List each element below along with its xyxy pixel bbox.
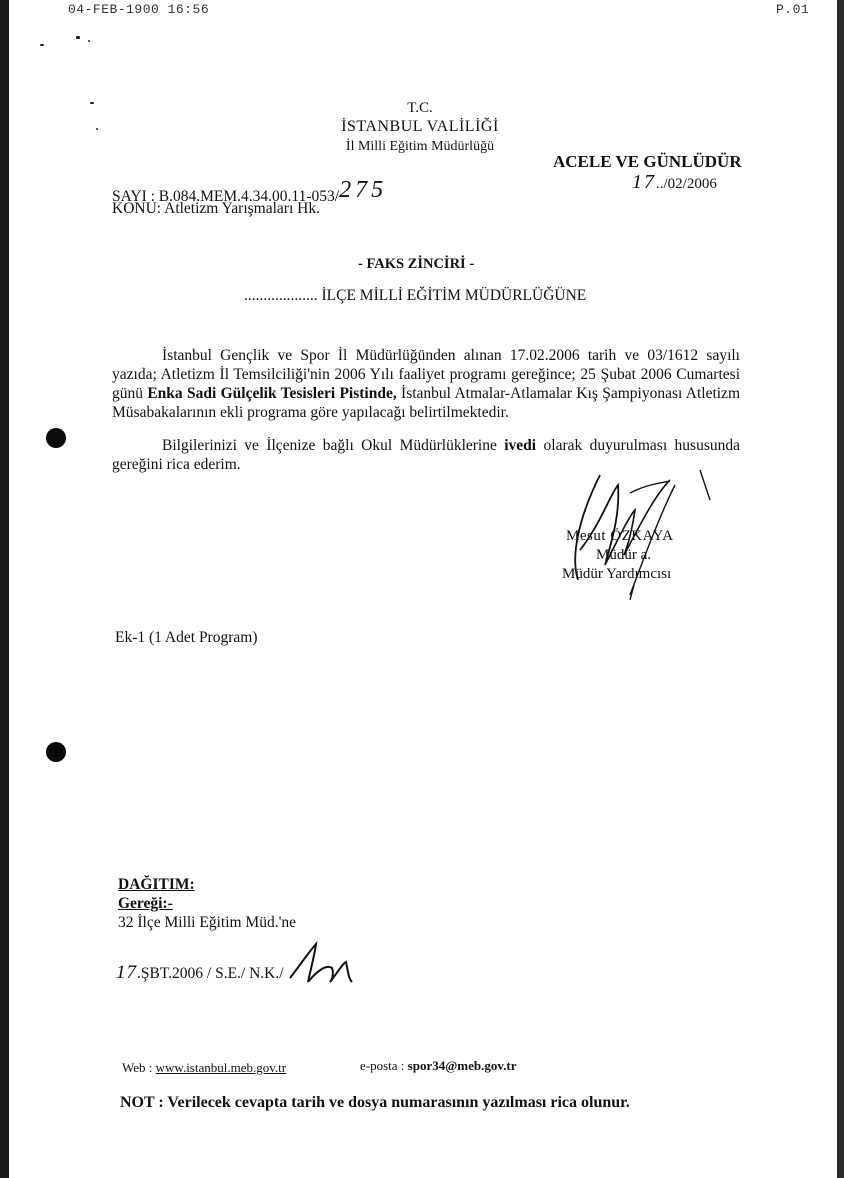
body-paragraph-2 xyxy=(112,436,740,474)
scan-speck xyxy=(88,40,90,42)
reply-note: NOT : Verilecek cevapta tarih ve dosya numarasının yazılması rica olunur. xyxy=(120,1094,630,1111)
body-paragraph-1-venue: Enka Sadi Gülçelik Tesisleri Pistinde, xyxy=(147,385,397,402)
web-link[interactable]: www.istanbul.meb.gov.tr xyxy=(155,1060,287,1075)
fax-datetime: 04-FEB-1900 16:56 xyxy=(68,2,210,17)
letterhead-directorate: İl Milli Eğitim Müdürlüğü xyxy=(345,139,495,154)
urgency-date-handwritten: 17 xyxy=(632,171,656,193)
document-code xyxy=(116,962,284,984)
web-label: Web : xyxy=(122,1060,153,1075)
attachment-note: Ek-1 (1 Adet Program) xyxy=(115,629,258,646)
body-paragraph-2-urgent: ivedi xyxy=(504,437,537,454)
konu-line xyxy=(112,200,320,218)
web-line xyxy=(122,1060,286,1076)
letterhead-governorship: İSTANBUL VALİLİĞİ xyxy=(341,118,499,135)
body-paragraph-1-text-end: İstanbul Atmalar-Atlamalar Kış Şampiyonası Atletizm Müsabakalarının ekli programa göre yapılacağı belirtilmektedir. xyxy=(112,385,740,421)
email-label: e-posta : xyxy=(360,1058,405,1073)
scan-edge-right xyxy=(837,0,844,1178)
distribution-subtitle: Gereği:- xyxy=(118,895,173,912)
konu-value: Atletizm Yarışmaları Hk. xyxy=(164,200,320,217)
konu-label: KONU: xyxy=(112,200,162,217)
addressee xyxy=(244,287,586,305)
distribution-title: DAĞITIM: xyxy=(118,876,195,893)
signatory-role-2: Müdür Yardımcısı xyxy=(562,566,672,582)
body-paragraph-1 xyxy=(112,346,740,422)
punch-hole xyxy=(46,428,66,448)
sayi-label: SAYI xyxy=(112,188,147,205)
urgency-date-printed: ../02/2006 xyxy=(656,176,717,192)
email-line xyxy=(360,1058,517,1074)
scan-speck xyxy=(76,36,80,39)
body-paragraph-1-text: İstanbul Gençlik ve Spor İl Müdürlüğünden alınan 17.02.2006 tarih ve 03/1612 sayılı yazıda; Atletizm İl Temsilciliği'nin 2006 Yılı faaliyet programı gereğince; 25 Şubat 2006 Cumartesi günü xyxy=(112,347,740,402)
signatory-name: Mesut ÖZKAYA xyxy=(566,528,674,544)
body-paragraph-2-text-end: olarak duyurulması hususunda gereğini rica ederim. xyxy=(112,437,740,473)
document-code-handwritten: 17 xyxy=(116,962,137,983)
fax-chain-title: - FAKS ZİNCİRİ - xyxy=(358,256,475,272)
urgency-date xyxy=(632,171,717,194)
scan-speck xyxy=(40,44,44,46)
punch-hole xyxy=(46,742,66,762)
sayi-handwritten-number: 275 xyxy=(339,177,388,203)
urgency-label: ACELE VE GÜNLÜDÜR xyxy=(553,152,742,171)
scan-speck xyxy=(96,128,98,130)
addressee-text: İLÇE MİLLİ EĞİTİM MÜDÜRLÜĞÜNE xyxy=(321,287,587,304)
signatory-role-1: Müdür a. xyxy=(596,547,651,563)
scan-speck xyxy=(90,102,94,104)
letterhead-tc: T.C. xyxy=(407,100,433,116)
email-link[interactable]: spor34@meb.gov.tr xyxy=(407,1058,517,1073)
scan-edge-left xyxy=(0,0,9,1178)
addressee-dots: ................... xyxy=(244,287,318,304)
body-paragraph-2-text: Bilgilerinizi ve İlçenize bağlı Okul Müdürlüklerine xyxy=(162,437,505,454)
sayi-value: : B.084.MEM.4.34.00.11-053/ xyxy=(150,188,340,205)
initials-scribble xyxy=(286,938,360,988)
fax-page-number: P.01 xyxy=(776,2,810,17)
document-code-printed: .ŞBT.2006 / S.E./ N.K./ xyxy=(137,965,284,982)
distribution-recipient: 32 İlçe Milli Eğitim Müd.'ne xyxy=(118,914,297,931)
